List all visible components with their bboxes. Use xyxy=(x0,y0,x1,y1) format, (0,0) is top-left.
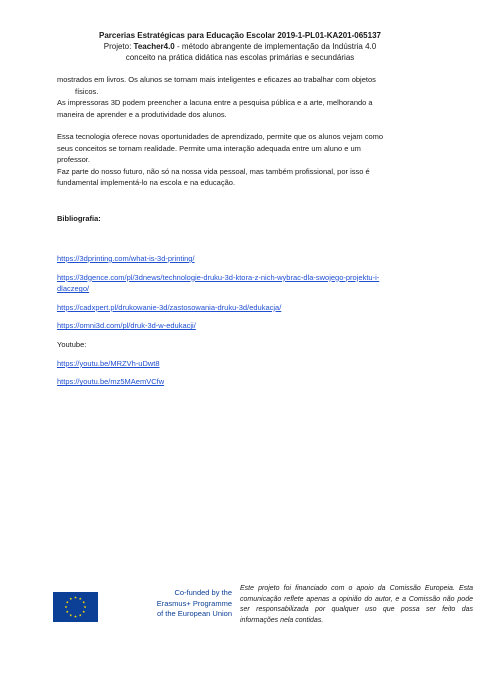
paragraph-2-line: seus conceitos se tornam realidade. Permite uma interação adequada entre um aluno e um xyxy=(57,143,361,153)
paragraph-2-line: Essa tecnologia oferece novas oportunidades de aprendizado, permite que os alunos vejam como xyxy=(57,132,384,141)
youtube-link[interactable]: https://youtu.be/MRZVh-uDwt8 xyxy=(57,358,160,368)
page-footer xyxy=(53,584,473,632)
cofund-line: Co-funded by the xyxy=(174,588,232,597)
cofund-text xyxy=(100,588,232,620)
paragraph-2-line: Faz parte do nosso futuro, não só na nossa vida pessoal, mas também profissional, por isso é xyxy=(57,166,370,176)
bibliography-link-continuation[interactable]: dlaczego/ xyxy=(57,284,90,294)
paragraph-1-line: mostrados em livros. Os alunos se tornam mais inteligentes e eficazes ao trabalhar com objetos xyxy=(57,75,376,84)
eu-flag-icon xyxy=(53,592,98,622)
paragraph-2-line: fundamental implementá-lo na escola e na educação. xyxy=(57,178,236,188)
bibliography-link[interactable]: https://cadxpert.pl/drukowanie-3d/zastosowania-druku-3d/edukacja/ xyxy=(57,302,282,312)
youtube-label: Youtube: xyxy=(57,339,87,349)
header-project-prefix: Projeto: xyxy=(103,42,134,51)
header-project-name: Teacher4.0 xyxy=(133,42,175,51)
bibliography-links xyxy=(57,253,427,395)
cofund-line: Erasmus+ Programme xyxy=(156,598,232,608)
paragraph-1-line: As impressoras 3D podem preencher a lacuna entre a pesquisa pública e a arte, melhorando a xyxy=(57,98,373,108)
youtube-link[interactable]: https://youtu.be/mz5MAemVCfw xyxy=(57,377,165,387)
header-line3: conceito na prática didática nas escolas primárias e secundárias xyxy=(125,53,355,62)
bibliography-title: Bibliografia: xyxy=(57,214,101,223)
paragraph-1-line: físicos. xyxy=(75,86,99,96)
bibliography-link[interactable]: https://omni3d.com/pl/druk-3d-w-edukacji/ xyxy=(57,321,196,331)
header-project-suffix: - método abrangente de implementação da Indústria 4.0 xyxy=(174,42,377,51)
bibliography-link[interactable]: https://3dprinting.com/what-is-3d-printing/ xyxy=(57,254,195,263)
paragraph-1-line: maneira de aprender e a produtividade dos alunos. xyxy=(57,109,227,119)
header-project-line xyxy=(0,41,480,52)
paragraph-2-line: professor. xyxy=(57,155,90,165)
paragraph-1 xyxy=(57,74,427,120)
paragraph-2 xyxy=(57,131,427,189)
cofund-line: of the European Union xyxy=(156,609,232,618)
page-header xyxy=(0,30,480,63)
header-title: Parcerias Estratégicas para Educação Escolar 2019-1-PL01-KA201-065137 xyxy=(99,31,381,40)
funding-disclaimer: Este projeto foi financiado com o apoio da Comissão Europeia. Esta comunicação reflete apenas a opinião do autor, e a Comissão não pode ser responsabilizada por qualquer uso que possa ser feito das informações nela contidas. xyxy=(240,585,473,624)
bibliography-link[interactable]: https://3dgence.com/pl/3dnews/technologie-druku-3d-ktora-z-nich-wybrac-dla-swojego-projektu-i- xyxy=(57,272,380,282)
